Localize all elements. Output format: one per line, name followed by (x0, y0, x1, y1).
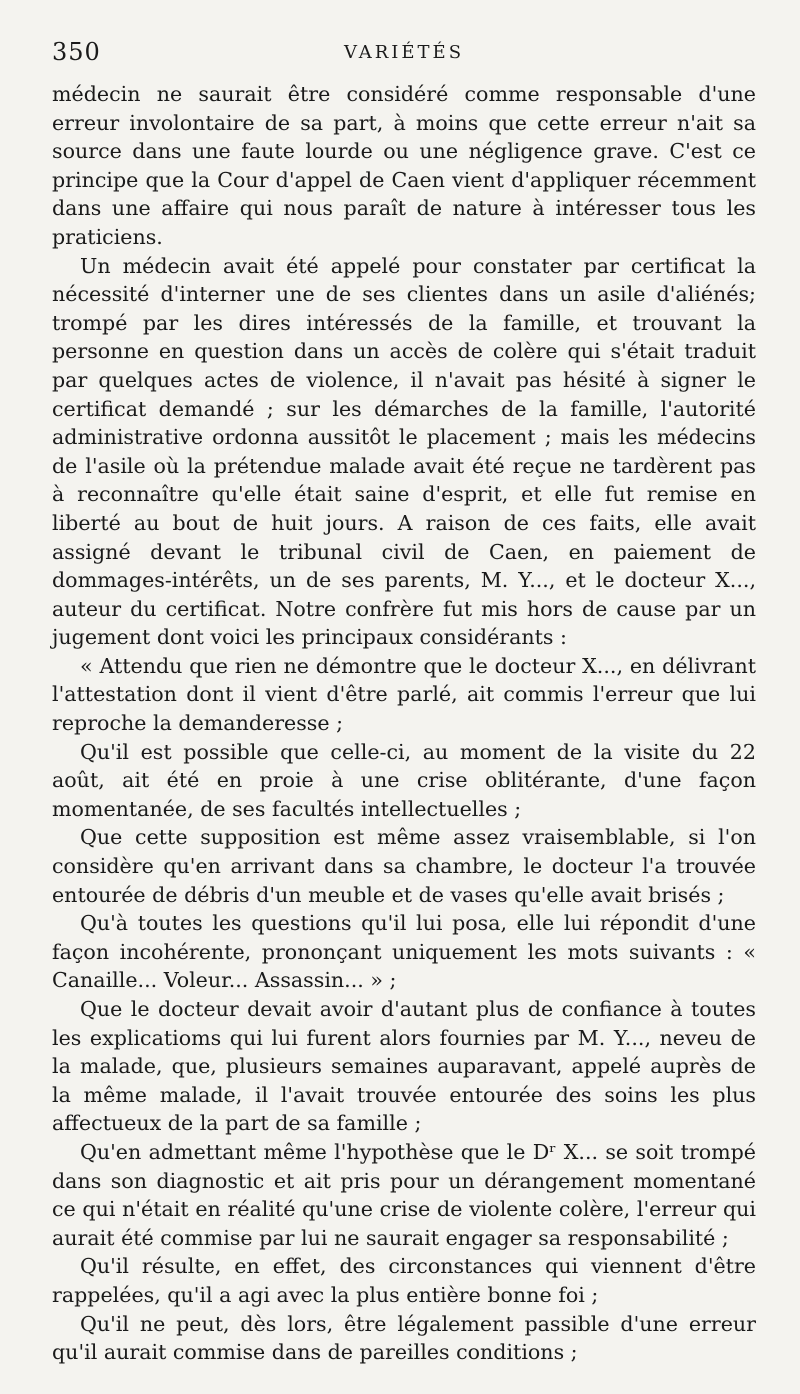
paragraph: Qu'à toutes les questions qu'il lui posa, elle lui répondit d'une façon incohérente, prononçant uniquement les mots suivants : « Canaille... Voleur... Assassin... » ; (52, 911, 756, 993)
page-header (52, 38, 756, 68)
page-number: 350 (52, 38, 101, 66)
paragraph: Un médecin avait été appelé pour constater par certificat la nécessité d'interner une de ses clientes dans un asile d'aliénés; trompé par les dires intéressés de la famille, et trouvant la personne en question dans un accès de colère qui s'était traduit par quelques actes de violence, il n'avait pas hésité à signer le certificat demandé ; sur les démarches de la famille, l'autorité administrative ordonna aussitôt le placement ; mais les médecins de l'asile où la prétendue malade avait été reçue ne tardèrent pas à reconnaître qu'elle était saine d'esprit, et elle fut remise en liberté au bout de huit jours. A raison de ces faits, elle avait assigné devant le tribunal civil de Caen, en paiement de dommages-intérêts, un de ses parents, M. Y..., et le docteur X..., auteur du certificat. Notre confrère fut mis hors de cause par un jugement dont voici les principaux considérants : (52, 253, 756, 650)
paragraph: « Attendu que rien ne démontre que le docteur X..., en délivrant l'attestation dont il vient d'être parlé, ait commis l'erreur que lui reproche la demanderesse ; (52, 653, 756, 736)
paragraph: Qu'il ne peut, dès lors, être légalement passible d'une erreur qu'il aurait commise dans de pareilles conditions ; (52, 1311, 756, 1365)
paragraph: Qu'il résulte, en effet, des circonstances qui viennent d'être rappelées, qu'il a agi avec la plus entière bonne foi ; (52, 1254, 756, 1307)
paragraph: médecin ne saurait être considéré comme responsable d'une erreur involontaire de sa part, à moins que cette erreur n'ait sa source dans une faute lourde ou une négligence grave. C'est ce principe que la Cour d'appel de Caen vient d'appliquer récemment dans une affaire qui nous paraît de nature à intéresser tous les praticiens. (52, 82, 756, 249)
body-text (52, 80, 756, 1367)
paragraph: Que le docteur devait avoir d'autant plus de confiance à toutes les explicatioms qui lui furent alors fournies par M. Y..., neveu de la malade, que, plusieurs semaines auparavant, appelé auprès de la même malade, il l'avait trouvée entourée des soins les plus affectueux de la part de sa famille ; (52, 997, 756, 1136)
paragraph: Qu'en admettant même l'hypothèse que le Dʳ X... se soit trompé dans son diagnostic et ait pris pour un dérangement momentané ce qui n'était en réalité qu'une crise de violente colère, l'erreur qui aurait été commise par lui ne saurait engager sa responsabilité ; (52, 1139, 756, 1250)
paragraph: Qu'il est possible que celle-ci, au moment de la visite du 22 août, ait été en proie à une crise oblitérante, d'une façon momentanée, de ses facultés intellectuelles ; (52, 739, 756, 821)
paragraph: Que cette supposition est même assez vraisemblable, si l'on considère qu'en arrivant dans sa chambre, le docteur l'a trouvée entourée de débris d'un meuble et de vases qu'elle avait brisés ; (52, 825, 756, 907)
running-title: VARIÉTÉS (343, 42, 465, 63)
